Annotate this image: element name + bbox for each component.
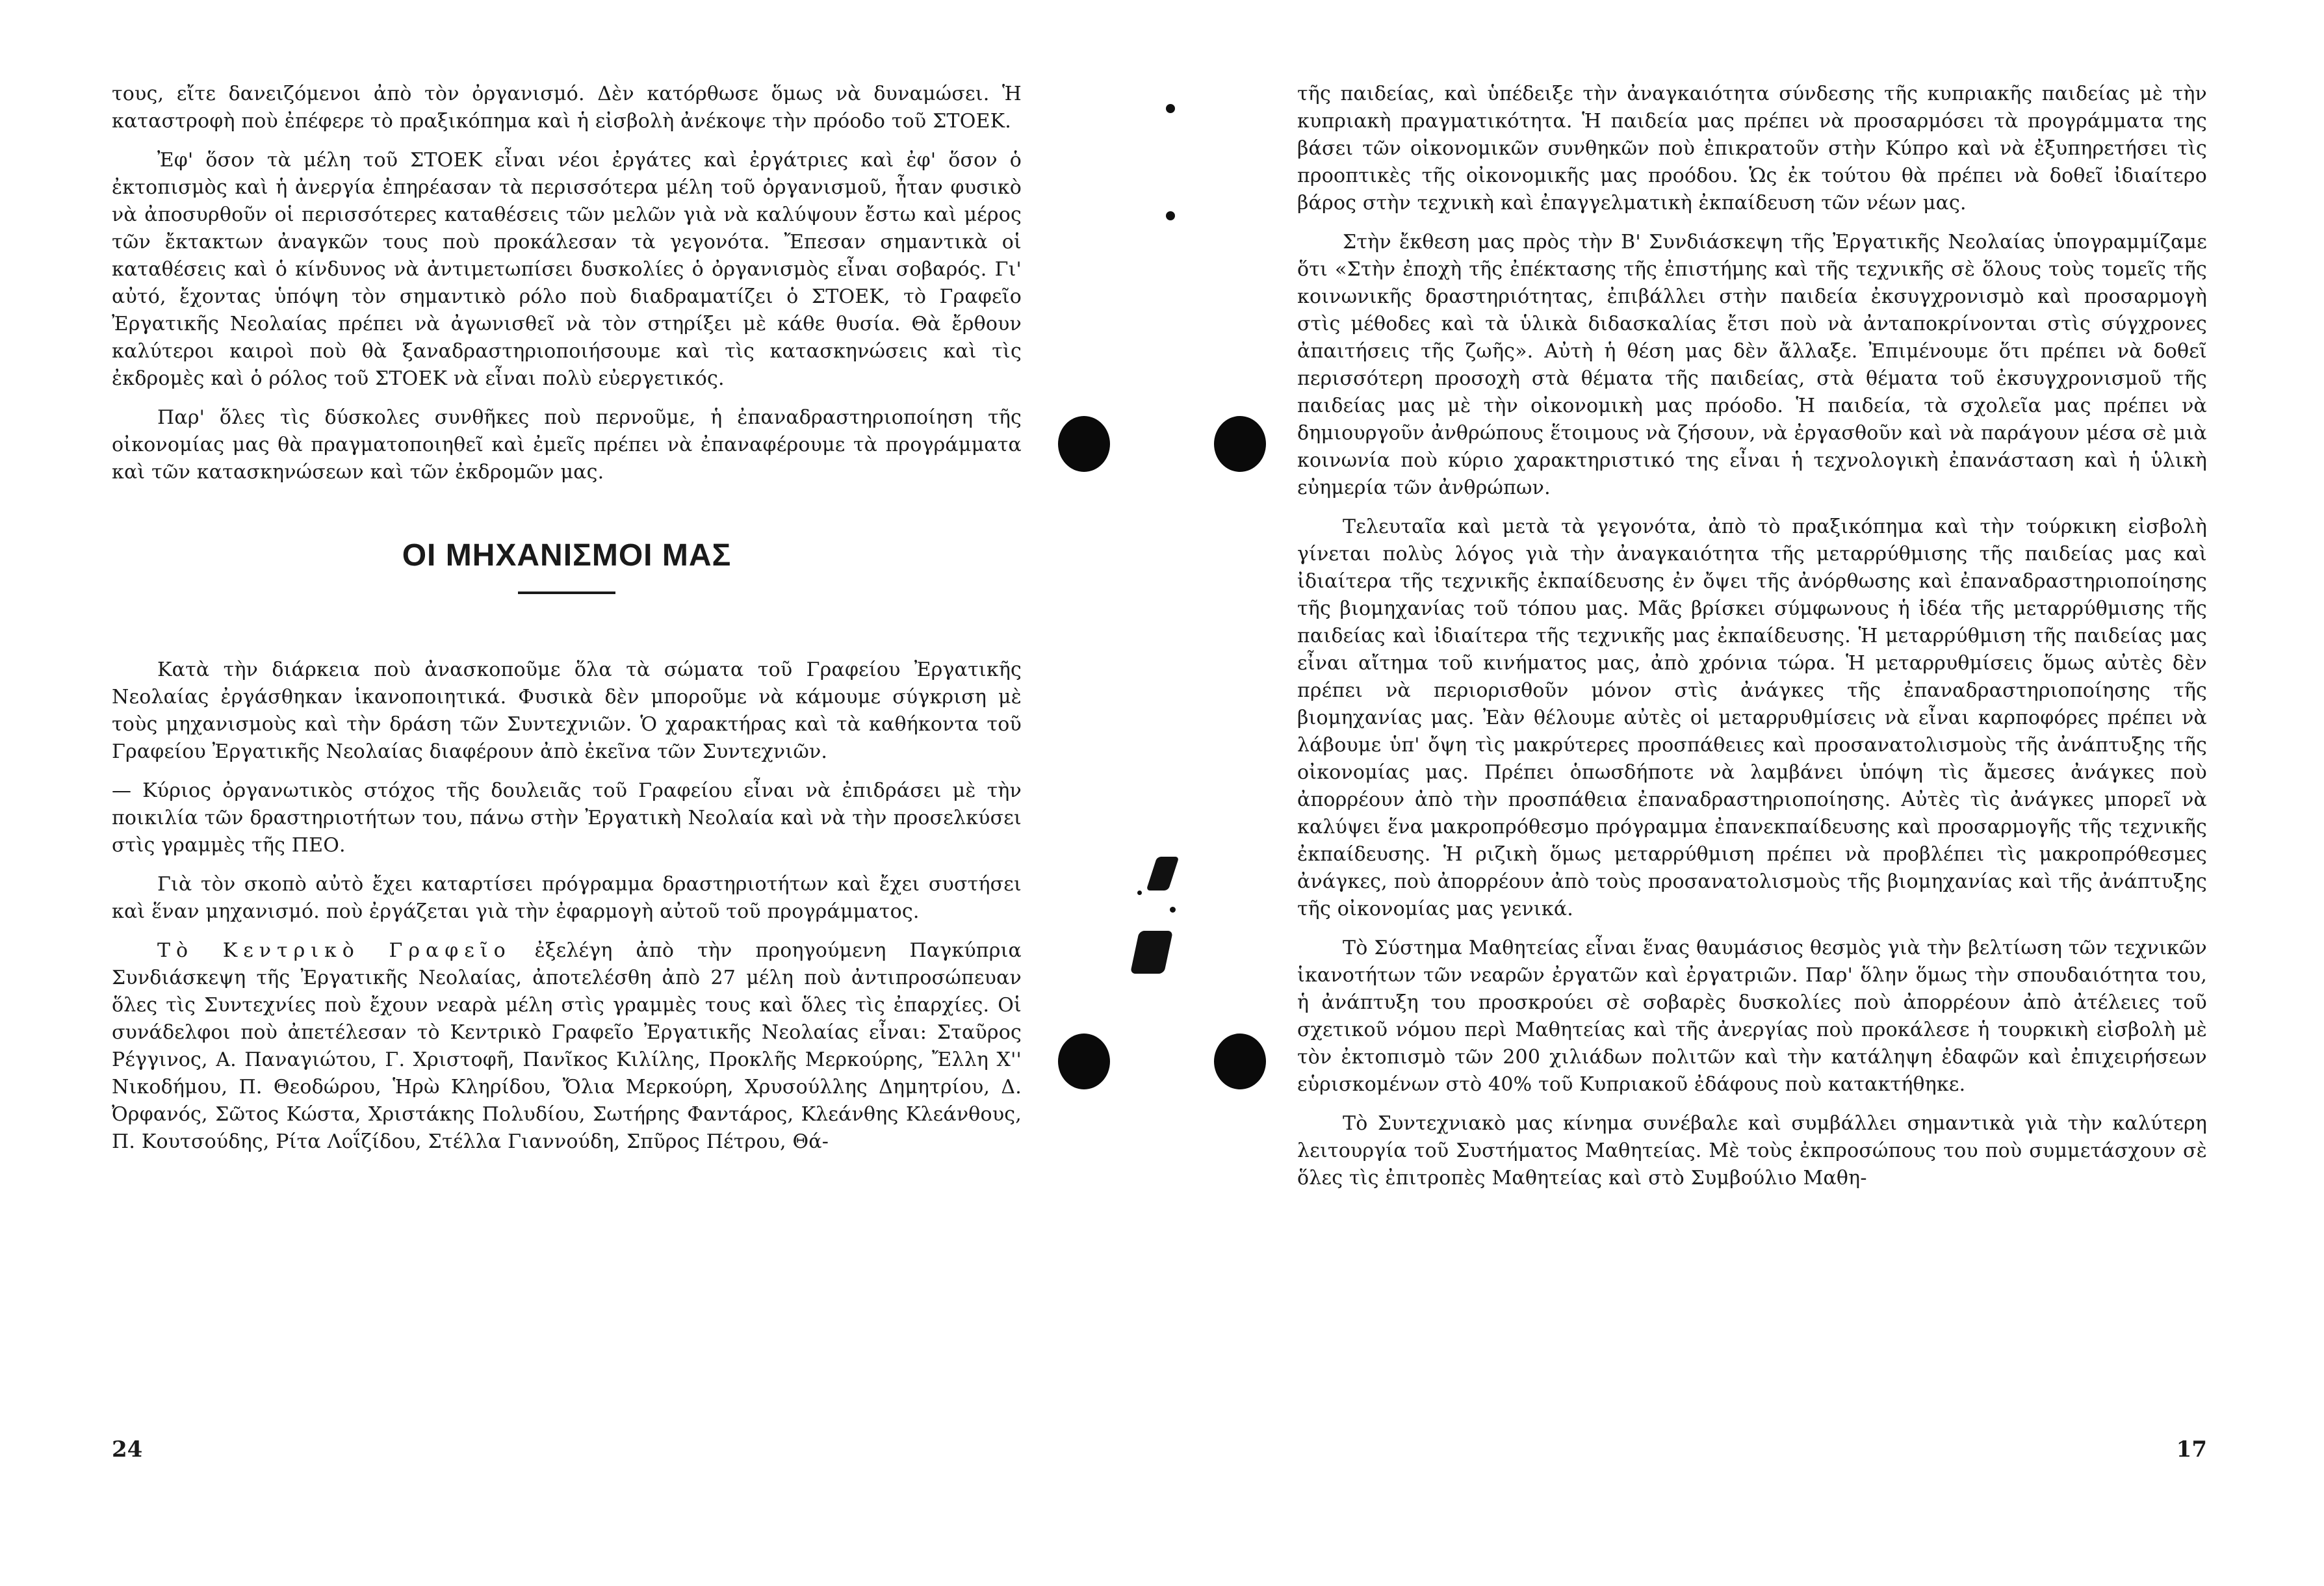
heading-rule xyxy=(518,592,615,594)
paragraph: Τὸ Σύστημα Μαθητείας εἶναι ἕνας θαυμάσιος θεσμὸς γιὰ τὴν βελτίωση τῶν τεχνικῶν ἱκανοτήτων τῶν νεαρῶν ἐργατῶν καὶ ἐργατριῶν. Παρ' ὅλην ὅμως τὴν σπουδαιότητα του, ἡ ἀνάπτυξη του προσκρούει σὲ σοβαρὲς δυσκολίες ποὺ ἀπορρέουν ἀπὸ ἀτέλειες τοῦ σχετικοῦ νόμου περὶ Μαθητείας καὶ τῆς ἀνεργίας ποὺ προκάλεσε ἡ τουρκικὴ εἰσβολὴ μὲ τὸν ἐκτοπισμὸ τῶν 200 χιλιάδων πολιτῶν καὶ τὴν κατάληψη ἐδαφῶν καὶ ἐπιχειρήσεων εὑρισκομένων στὸ 40% τοῦ Κυπριακοῦ ἐδάφους ποὺ κατακτήθηκε. xyxy=(1297,937,2207,1096)
paragraph: τῆς παιδείας, καὶ ὑπέδειξε τὴν ἀναγκαιότητα σύνδεσης τῆς κυπριακῆς παιδείας μὲ τὴν κυπριακὴ πραγματικότητα. Ἡ παιδεία μας πρέπει νὰ προσαρμόσει τὰ προγράμματα της βάσει τῶν οἰκονομικῶν συνθηκῶν ποὺ ἐπικρατοῦν στὴν Κύπρο καὶ νὰ ἐξυπηρετήσει τὶς προοπτικὲς τῆς οἰκονομικῆς μας προόδου. Ὡς ἐκ τούτου θὰ πρέπει νὰ δοθεῖ ἰδιαίτερο βάρος στὴν τεχνικὴ καὶ ἐπαγγελματικὴ ἐκπαίδευση τῶν νέων μας. xyxy=(1297,83,2207,214)
paragraph: Τελευταῖα καὶ μετὰ τὰ γεγονότα, ἀπὸ τὸ πραξικόπημα καὶ τὴν τούρκικη εἰσβολὴ γίνεται πολὺς λόγος γιὰ τὴν ἀναγκαιότητα τῆς μεταρρύθμισης τῆς παιδείας μας καὶ ἰδιαίτερα τῆς τεχνικῆς ἐκπαίδευσης ἐν ὄψει τῆς ἀνόρθωσης καὶ ἐπαναδραστηριοποίησης τῆς βιομηχανίας τοῦ τόπου μας. Μᾶς βρίσκει σύμφωνους ἡ ἰδέα τῆς μεταρρύθμισης τῆς παιδείας καὶ ἰδιαίτερα τῆς τεχνικῆς μας ἐκπαίδευσης. Ἡ μεταρρύθμιση τῆς παιδείας μας εἶναι αἴτημα τοῦ κινήματος μας, ἀπὸ χρόνια τώρα. Ἡ μεταρρυθμίσεις ὅμως αὐτὲς δὲν πρέπει νὰ περιορισθοῦν μόνον στὶς ἀνάγκες τῆς ἐπαναδραστηριοποίησης τῆς βιομηχανίας μας. Ἐὰν θέλουμε αὐτὲς οἱ μεταρρυθμίσεις νὰ εἶναι καρποφόρες πρέπει νὰ λάβουμε ὑπ' ὄψη τὶς μακρύτερες προσπάθειες καὶ προσανατολισμοὺς τῆς ἀνάπτυξης τῆς οἰκονομίας μας. Πρέπει ὁπωσδήποτε νὰ λαμβάνει ὑπόψη τὶς ἄμεσες ἀνάγκες ποὺ ἀπορρέουν ἀπὸ τὴν προσπάθεια ἐπαναδραστηριοποίησης. Αὐτὲς τὶς ἀνάγκες μπορεῖ νὰ καλύψει ἕνα μακροπρόθεσμο πρόγραμμα ἐπανεκπαίδευσης καὶ προσαρμογῆς τῆς τεχνικῆς ἐκπαίδευσης. Ἡ ριζικὴ ὅμως μεταρρύθμιση πρέπει νὰ προβλέπει τὶς μακροπρόθεσμες ἀνάγκες, ποὺ ἀπορρέουν ἀπὸ τοὺς προσανατολισμοὺς τῆς βιομηχανίας καὶ τῆς ἀνάπτυξης τῆς οἰκονομίας μας γενικά. xyxy=(1297,515,2207,920)
left-text-column xyxy=(112,81,1022,1167)
right-text-column xyxy=(1297,81,2207,1204)
scan-speck xyxy=(1166,104,1175,113)
section-heading: ΟΙ ΜΗΧΑΝΙΣΜΟΙ ΜΑΣ xyxy=(402,538,732,573)
paragraph: — Κύριος ὀργανωτικὸς στόχος τῆς δουλειᾶς τοῦ Γραφείου εἶναι νὰ ἐπιδράσει μὲ τὴν ποικιλία τῶν δραστηριοτήτων του, πάνω στὴν Ἐργατικὴ Νεολαία καὶ νὰ τὴν προσελκύσει στὶς γραμμὲς τῆς ΠΕΟ. xyxy=(112,779,1022,857)
punch-hole xyxy=(1214,416,1266,472)
paragraph-text: ἐξελέγη ἀπὸ τὴν προηγούμενη Παγκύπρια Συνδιάσκεψη τῆς Ἐργατικῆς Νεολαίας, ἀποτελέσθη ἀπὸ 27 μέλη ποὺ ἀντιπροσώπευαν ὅλες τὶς Συντεχνίες ποὺ ἔχουν νεαρὰ μέλη στὶς γραμμὲς τους καὶ ὅλες τὶς ἐπαρχίες. Οἱ συνάδελφοι ποὺ ἀπετέλεσαν τὸ Κεντρικὸ Γραφεῖο Ἐργατικῆς Νεολαίας εἶναι: Σταῦρος Ρέγγινος, Α. Παναγιώτου, Γ. Χριστοφῆ, Πανῖκος Κιλίλης, Προκλῆς Μερκούρης, Ἔλλη Χ'' Νικοδήμου, Π. Θεοδώρου, Ἡρὼ Κληρίδου, Ὄλια Μερκούρη, Χρυσούλλης Δημητρίου, Δ. Ὀρφανός, Σῶτος Κώστα, Χριστάκης Πολυδίου, Σωτήρης Φαντάρος, Κλεάνθης Κλεάνθους, Π. Κουτσούδης, Ρίτα Λοΐζίδου, Στέλλα Γιαννούδη, Σπῦρος Πέτρου, Θά- xyxy=(112,939,1022,1153)
spaced-lead-text: Τὸ Κεντρικὸ Γραφεῖο xyxy=(157,939,511,962)
paragraph: Γιὰ τὸν σκοπὸ αὐτὸ ἔχει καταρτίσει πρόγραμμα δραστηριοτήτων καὶ ἔχει συστήσει καὶ ἕναν μηχανισμό. ποὺ ἐργάζεται γιὰ τὴν ἐφαρμογὴ αὐτοῦ τοῦ προγράμματος. xyxy=(112,873,1022,923)
paragraph: Στὴν ἔκθεση μας πρὸς τὴν Β' Συνδιάσκεψη τῆς Ἐργατικῆς Νεολαίας ὑπογραμμίζαμε ὅτι «Στὴν ἐποχὴ τῆς ἐπέκτασης τῆς ἐπιστήμης καὶ τῆς τεχνικῆς σὲ ὅλους τοὺς τομεῖς τῆς κοινωνικῆς δραστηριότητας, ἐπιβάλλει στὴν παιδεία ἐκσυγχρονισμὸ καὶ προσαρμογὴ στὶς μέθοδες καὶ τὰ ὑλικὰ διδασκαλίας ἔτσι ποὺ νὰ ἀνταποκρίνονται στὶς σύγχρονες ἀπαιτήσεις τῆς ζωῆς». Αὐτὴ ἡ θέση μας δὲν ἄλλαξε. Ἐπιμένουμε ὅτι πρέπει νὰ δοθεῖ περισσότερη προσοχὴ στὰ θέματα τῆς παιδείας, στὰ θέματα τοῦ ἐκσυγχρονισμοῦ τῆς παιδείας μας μὲ τὴν οἰκονομικὴ μας πρόοδο. Ἡ παιδεία, τὰ σχολεῖα μας πρέπει νὰ δημιουργοῦν ἀνθρώπους ἕτοιμους νὰ ζήσουν, νὰ ἐργασθοῦν καὶ νὰ παράγουν μέσα σὲ μιὰ κοινωνία ποὺ κύριο χαρακτηριστικό της εἶναι ἡ τεχνολογικὴ ἐπανάσταση καὶ ἡ ὑλικὴ εὐημερία τῶν ἀνθρώπων. xyxy=(1297,231,2207,499)
paragraph: Τὸ Συντεχνιακὸ μας κίνημα συνέβαλε καὶ συμβάλλει σημαντικὰ γιὰ τὴν καλύτερη λειτουργία τοῦ Συστήματος Μαθητείας. Μὲ τοὺς ἐκπροσώπους του ποὺ συμμετάσχουν σὲ ὅλες τὶς ἐπιτροπὲς Μαθητείας καὶ στὸ Συμβούλιο Μαθη- xyxy=(1297,1112,2207,1190)
scan-speck xyxy=(1170,907,1176,913)
paragraph: Κατὰ τὴν διάρκεια ποὺ ἀνασκοποῦμε ὅλα τὰ σώματα τοῦ Γραφείου Ἐργατικῆς Νεολαίας ἐργάσθηκαν ἱκανοποιητικά. Φυσικὰ δὲν μποροῦμε νὰ κάμουμε σύγκριση μὲ τοὺς μηχανισμοὺς καὶ τὴν δράση τῶν Συντεχνιῶν. Ὁ χαρακτήρας καὶ τὰ καθήκοντα τοῦ Γραφείου Ἐργατικῆς Νεολαίας διαφέρουν ἀπὸ ἐκεῖνα τῶν Συντεχνιῶν. xyxy=(112,658,1022,763)
right-page xyxy=(1162,0,2324,1586)
punch-hole xyxy=(1058,1034,1110,1089)
punch-hole xyxy=(1058,416,1110,472)
paragraph: Παρ' ὅλες τὶς δύσκολες συνθῆκες ποὺ περνοῦμε, ἡ ἐπαναδραστηριοποίηση τῆς οἰκονομίας μας θὰ πραγματοποιηθεῖ καὶ ἐμεῖς πρέπει νὰ ἐπαναφέρουμε τὰ προγράμματα καὶ τῶν κατασκηνώσεων καὶ τῶν ἐκδρομῶν μας. xyxy=(112,406,1022,484)
paragraph xyxy=(112,937,1022,1156)
scan-speck xyxy=(1166,211,1175,220)
page-number: 17 xyxy=(2176,1436,2207,1462)
punch-hole xyxy=(1214,1034,1266,1089)
page-number: 24 xyxy=(112,1436,143,1462)
scan-speck xyxy=(1137,890,1142,895)
paragraph: Ἐφ' ὅσον τὰ μέλη τοῦ ΣΤΟΕΚ εἶναι νέοι ἐργάτες καὶ ἐργάτριες καὶ ἐφ' ὅσον ὁ ἐκτοπισμὸς καὶ ἡ ἀνεργία ἐπηρέασαν τὰ περισσότερα μέλη τοῦ ὀργανισμοῦ, ἦταν φυσικὸ νὰ ἀποσυρθοῦν οἱ περισσότερες καταθέσεις τῶν μελῶν γιὰ νὰ καλύψουν ἔστω καὶ μέρος τῶν ἔκτακτων ἀναγκῶν τους ποὺ προκάλεσαν τὰ γεγονότα. Ἔπεσαν σημαντικὰ οἱ καταθέσεις καὶ ὁ κίνδυνος νὰ ἀντιμετωπίσει δυσκολίες ὁ ὀργανισμὸς εἶναι σοβαρός. Γι' αὐτό, ἔχοντας ὑπόψη τὸν σημαντικὸ ρόλο ποὺ διαδραματίζει ὁ ΣΤΟΕΚ, τὸ Γραφεῖο Ἐργατικῆς Νεολαίας πρέπει νὰ ἀγωνισθεῖ νὰ τὸν στηρίξει μὲ κάθε θυσία. Θὰ ἔρθουν καλύτεροι καιροὶ ποὺ θὰ ξαναδραστηριοποιήσουμε καὶ τὶς κατασκηνώσεις καὶ τὶς ἐκδρομὲς καὶ ὁ ρόλος τοῦ ΣΤΟΕΚ νὰ εἶναι πολὺ εὐεργετικός. xyxy=(112,149,1022,390)
paragraph: τους, εἴτε δανειζόμενοι ἀπὸ τὸν ὀργανισμό. Δὲν κατόρθωσε ὅμως νὰ δυναμώσει. Ἡ καταστροφὴ ποὺ ἐπέφερε τὸ πραξικόπημα καὶ ἡ εἰσβολὴ ἀνέκοψε τὴν πρόοδο τοῦ ΣΤΟΕΚ. xyxy=(112,83,1022,133)
